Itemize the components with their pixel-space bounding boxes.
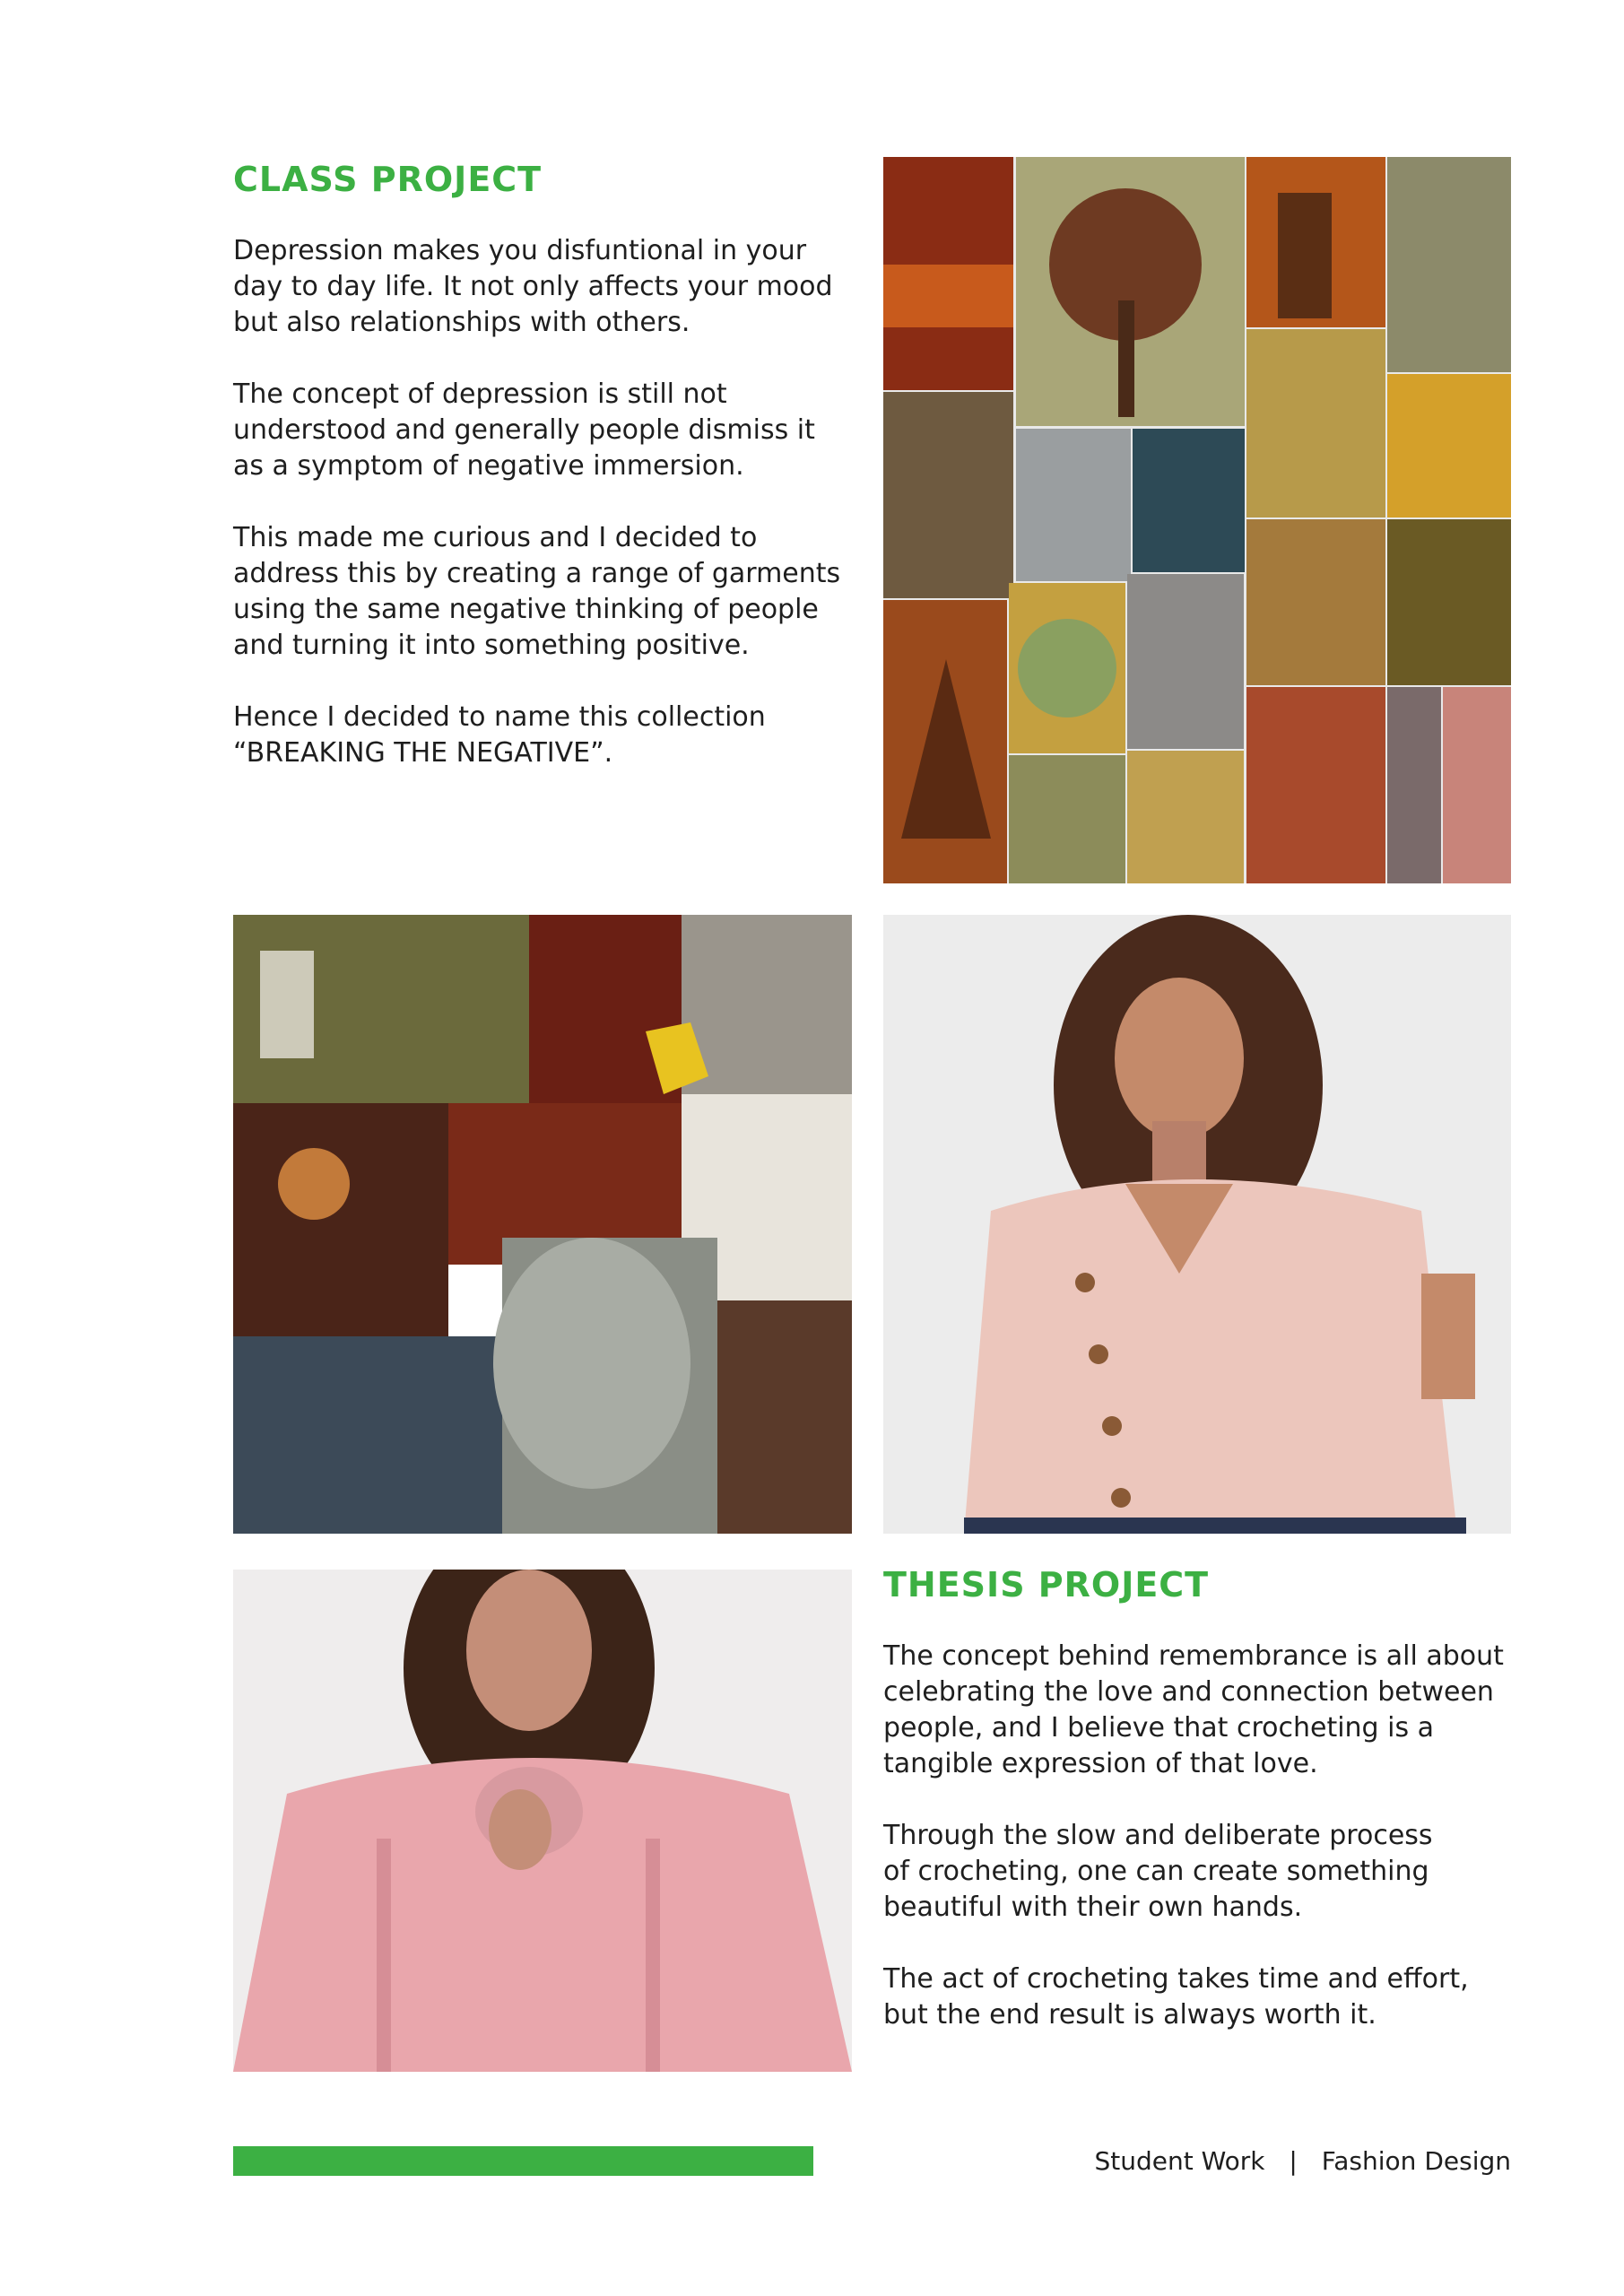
class-project-heading: CLASS PROJECT: [233, 160, 543, 199]
class-project-paragraph-3: This made me curious and I decided to address this by creating a range of garments using the same negative thinking of people and turning it into something positive.: [233, 522, 841, 661]
footer: [1094, 2146, 1511, 2176]
thesis-project-heading: THESIS PROJECT: [883, 1565, 1210, 1605]
footer-student-work: Student Work: [1094, 2146, 1265, 2176]
footer-fashion-design: Fashion Design: [1321, 2146, 1511, 2176]
thesis-project-paragraph-2: Through the slow and deliberate process of crocheting, one can create something beautiful with their own hands.: [883, 1820, 1433, 1923]
thesis-project-paragraph-3: The act of crocheting takes time and effort, but the end result is always worth it.: [883, 1963, 1469, 2031]
footer-separator: |: [1289, 2146, 1298, 2176]
mood-board-image: [883, 157, 1511, 883]
class-project-paragraph-2: The concept of depression is still not understood and generally people dismiss it as a symptom of negative immersion.: [233, 378, 815, 482]
class-project-section: [233, 160, 879, 807]
model-photo-pink-sweater: [233, 1570, 852, 2072]
model-photo-pink-cardigan: [883, 915, 1511, 1534]
class-project-paragraph-4: Hence I decided to name this collection “BREAKING THE NEGATIVE”.: [233, 701, 766, 769]
class-project-paragraph-1: Depression makes you disfuntional in your day to day life. It not only affects your mood but also relationships with others.: [233, 235, 833, 338]
footer-accent-bar: [233, 2146, 813, 2176]
thesis-project-section: [883, 1565, 1547, 2069]
thesis-project-paragraph-1: The concept behind remembrance is all about celebrating the love and connection between people, and I believe that crocheting is a tangible expression of that love.: [883, 1640, 1504, 1779]
textile-print-image: [233, 915, 852, 1534]
